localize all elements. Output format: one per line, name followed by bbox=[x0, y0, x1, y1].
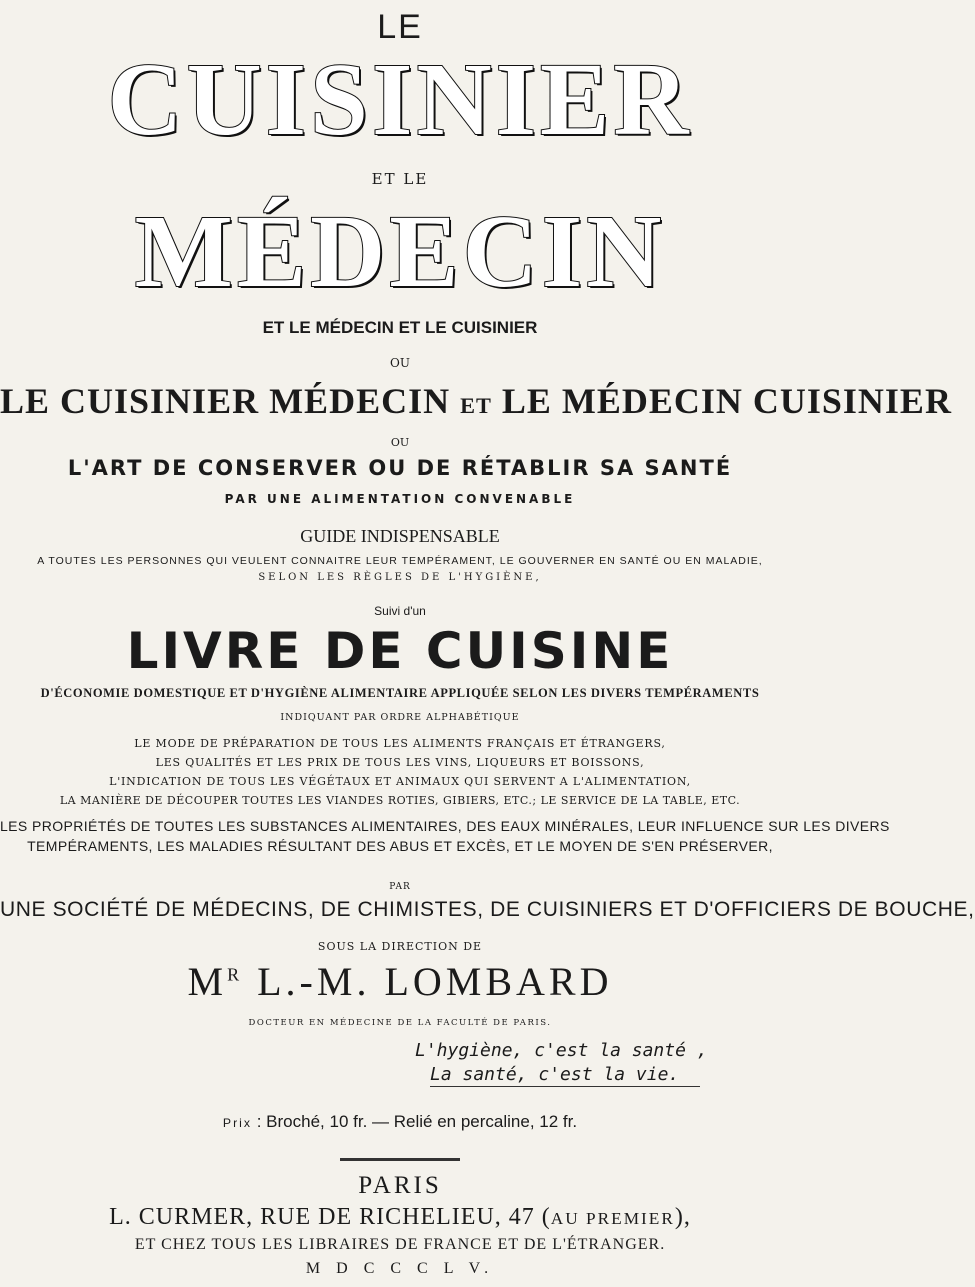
subtitle2-part-a: LE CUISINIER MÉDECIN bbox=[0, 381, 451, 421]
livre-de-cuisine: LIVRE DE CUISINE bbox=[126, 622, 674, 680]
epigraph-line-1: L'hygiène, c'est la santé , bbox=[415, 1040, 708, 1061]
imprint-paris: PARIS bbox=[358, 1172, 442, 1199]
title-medecin: MÉDECIN bbox=[134, 194, 666, 309]
imprint-libraires: ET CHEZ TOUS LES LIBRAIRES DE FRANCE ET DE L'ÉTRANGER. bbox=[134, 1236, 666, 1253]
author-title: M bbox=[187, 959, 228, 1004]
epigraph-rule bbox=[430, 1086, 700, 1087]
subtitle-cuisinier-medecin bbox=[0, 380, 952, 422]
proprietes-line-1: LES PROPRIÉTÉS DE TOUTES LES SUBSTANCES ALIMENTAIRES, DES EAUX MINÉRALES, LEUR INFLUENCE SUR LES DIVERS bbox=[0, 818, 890, 834]
title-le: LE bbox=[377, 8, 423, 46]
contents-line: LES QUALITÉS ET LES PRIX DE TOUS LES VINS, LIQUEURS ET BOISSONS, bbox=[155, 756, 645, 769]
prix bbox=[0, 1112, 800, 1132]
subtitle-et-le-medecin: ET LE MÉDECIN ET LE CUISINIER bbox=[262, 318, 538, 337]
author-name bbox=[0, 958, 800, 1005]
proprietes-line-2: TEMPÉRAMENTS, LES MALADIES RÉSULTANT DES ABUS ET EXCÈS, ET LE MOYEN DE S'EN PRÉSERVER, bbox=[27, 838, 773, 854]
publisher-address: L. CURMER, RUE DE RICHELIEU, 47 ( bbox=[109, 1204, 551, 1230]
prix-text: : Broché, 10 fr. — Relié en percaline, 12 fr. bbox=[256, 1112, 578, 1131]
alimentation-convenable: PAR UNE ALIMENTATION CONVENABLE bbox=[224, 492, 576, 506]
indiquant-ordre: INDIQUANT PAR ORDRE ALPHABÉTIQUE bbox=[280, 712, 520, 723]
selon-les-regles: SELON LES RÈGLES DE L'HYGIÈNE, bbox=[258, 572, 542, 583]
ou-1: OU bbox=[390, 356, 410, 370]
par: PAR bbox=[389, 882, 411, 892]
epigraph-line-2: La santé, c'est la vie. bbox=[430, 1064, 680, 1085]
title-cuisinier: CUISINIER bbox=[107, 42, 693, 157]
docteur-en-medecine: DOCTEUR EN MÉDECINE DE LA FACULTÉ DE PARIS. bbox=[248, 1018, 552, 1028]
divider-rule bbox=[340, 1158, 460, 1161]
societe-de-medecins: UNE SOCIÉTÉ DE MÉDECINS, DE CHIMISTES, DE CUISINIERS ET D'OFFICIERS DE BOUCHE, bbox=[0, 898, 975, 921]
publisher-au-premier: AU PREMIER bbox=[550, 1209, 675, 1228]
sous-la-direction: SOUS LA DIRECTION DE bbox=[317, 940, 483, 953]
art-de-conserver: L'ART DE CONSERVER OU DE RÉTABLIR SA SANTÉ bbox=[67, 456, 733, 480]
contents-line: L'INDICATION DE TOUS LES VÉGÉTAUX ET ANIMAUX QUI SERVENT A L'ALIMENTATION, bbox=[109, 775, 691, 788]
subtitle2-part-b: LE MÉDECIN CUISINIER bbox=[501, 381, 952, 421]
toutes-les-personnes: A TOUTES LES PERSONNES QUI VEULENT CONNAITRE LEUR TEMPÉRAMENT, LE GOUVERNER EN SANTÉ OU EN MALADIE, bbox=[37, 555, 763, 567]
imprint-date: M D C C C L V. bbox=[305, 1260, 495, 1277]
imprint-publisher bbox=[0, 1204, 800, 1231]
author-title-sup: R bbox=[227, 964, 244, 985]
subtitle2-et: ET bbox=[460, 393, 492, 418]
suivi-d-un: Suivi d'un bbox=[374, 604, 426, 618]
author-lombard: L.-M. LOMBARD bbox=[257, 959, 613, 1004]
publisher-end: ), bbox=[674, 1204, 691, 1230]
title-et-le: ET LE bbox=[371, 170, 429, 188]
prix-label: Prix bbox=[222, 1116, 252, 1130]
ou-2: OU bbox=[390, 436, 410, 449]
economie-domestique: D'ÉCONOMIE DOMESTIQUE ET D'HYGIÈNE ALIMENTAIRE APPLIQUÉE SELON LES DIVERS TEMPÉRAMENTS bbox=[40, 686, 760, 700]
contents-line: LA MANIÈRE DE DÉCOUPER TOUTES LES VIANDES ROTIES, GIBIERS, ETC.; LE SERVICE DE LA TABLE, ETC. bbox=[59, 794, 741, 807]
guide-indispensable: GUIDE INDISPENSABLE bbox=[300, 526, 500, 546]
contents-line: LE MODE DE PRÉPARATION DE TOUS LES ALIMENTS FRANÇAIS ET ÉTRANGERS, bbox=[134, 737, 666, 750]
